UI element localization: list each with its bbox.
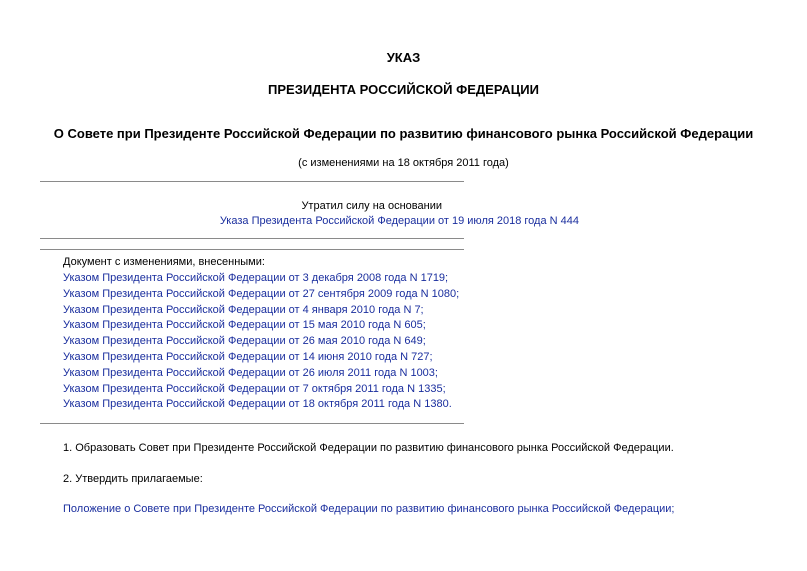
- amendment-link[interactable]: Указом Президента Российской Федерации от 27 сентября 2009 года N 1080;: [63, 287, 460, 300]
- amendment-note: (с изменениями на 18 октября 2011 года): [298, 157, 509, 169]
- divider-status-top: [40, 238, 464, 239]
- amendment-link[interactable]: Указом Президента Российской Федерации от 18 октября 2011 года N 1380.: [63, 398, 452, 411]
- amendment-link[interactable]: Указом Президента Российской Федерации от 26 июля 2011 года N 1003;: [63, 366, 438, 379]
- amendments-list: [63, 271, 459, 413]
- repeal-decree-link[interactable]: Указа Президента Российской Федерации от 19 июля 2018 года N 444: [219, 215, 579, 227]
- changes-intro: Документ с изменениями, внесенными:: [63, 256, 265, 268]
- amendment-link[interactable]: Указом Президента Российской Федерации от 14 июня 2010 года N 727;: [63, 350, 433, 363]
- divider-top: [40, 181, 464, 182]
- amendment-link[interactable]: Указом Президента Российской Федерации от 3 декабря 2008 года N 1719;: [63, 272, 449, 284]
- divider-changes-bottom: [40, 423, 464, 424]
- amendment-link[interactable]: Указом Президента Российской Федерации от 26 мая 2010 года N 649;: [63, 335, 426, 348]
- divider-status-bottom: [40, 249, 464, 250]
- document-heading: О Совете при Президенте Российской Федерации по развитию финансового рынка Российской Федерации: [53, 126, 754, 141]
- amendment-link[interactable]: Указом Президента Российской Федерации от 7 октября 2011 года N 1335;: [63, 382, 446, 395]
- paragraph-2: 2. Утвердить прилагаемые:: [63, 473, 203, 485]
- document-subtitle: ПРЕЗИДЕНТА РОССИЙСКОЙ ФЕДЕРАЦИИ: [268, 82, 539, 97]
- paragraph-1: 1. Образовать Совет при Президенте Российской Федерации по развитию финансового рынка Российской Федерации.: [63, 442, 674, 454]
- amendment-link[interactable]: Указом Президента Российской Федерации от 15 мая 2010 года N 605;: [63, 319, 426, 332]
- status-label: Утратил силу на основании: [301, 200, 442, 212]
- amendment-link[interactable]: Указом Президента Российской Федерации от 4 января 2010 года N 7;: [63, 303, 424, 316]
- document-title: УКАЗ: [386, 50, 421, 65]
- regulation-link[interactable]: Положение о Совете при Президенте Российской Федерации по развитию финансового рынка Российской Федерации;: [63, 503, 675, 515]
